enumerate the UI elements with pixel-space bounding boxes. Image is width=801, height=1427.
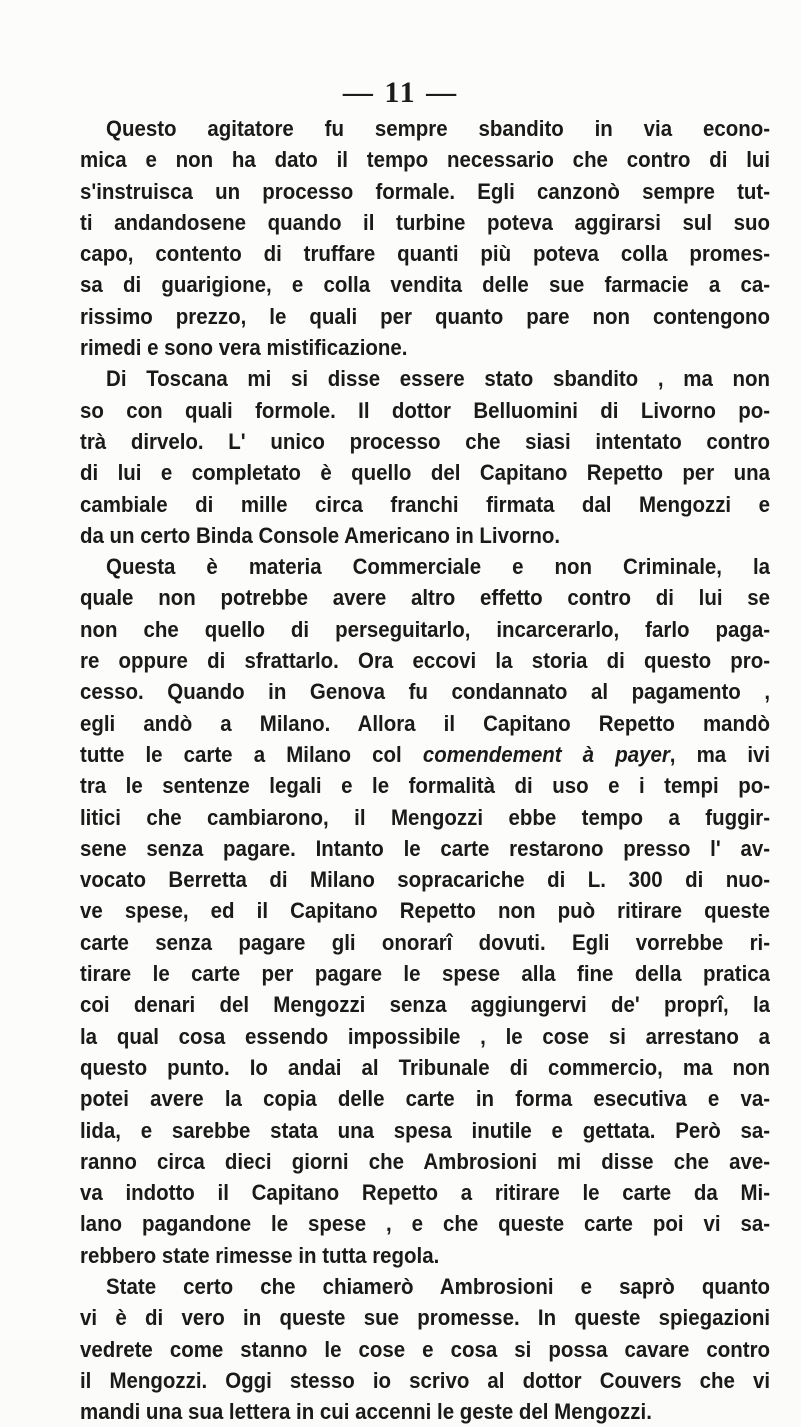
- text-line: ranno circa dieci giorni che Ambrosioni mi disse che ave-: [80, 1148, 771, 1174]
- paragraph: [80, 363, 771, 551]
- text-line: il Mengozzi. Oggi stesso io scrivo al dottor Couvers che vi: [80, 1367, 771, 1393]
- text-line: di lui e completato è quello del Capitano Repetto per una: [80, 460, 771, 486]
- text-line: non che quello di perseguitarlo, incarcerarlo, farlo paga-: [80, 616, 771, 642]
- text-line: la qual cosa essendo impossibile , le cose si arrestano a: [80, 1023, 771, 1049]
- text-line: va indotto il Capitano Repetto a ritirare le carte da Mi-: [80, 1180, 771, 1206]
- text-line: capo, contento di truffare quanti più poteva colla promes-: [80, 241, 771, 267]
- text-line: sene senza pagare. Intanto le carte restarono presso l' av-: [80, 835, 771, 861]
- text-line: ti andandosene quando il turbine poteva aggirarsi sul suo: [80, 209, 771, 235]
- text-line: mandi una sua lettera in cui accenni le geste del Mengozzi.: [80, 1399, 652, 1425]
- text-line: coi denari del Mengozzi senza aggiungervi de' proprî, la: [80, 992, 771, 1018]
- text-line: rebbero state rimesse in tutta regola.: [80, 1242, 440, 1268]
- text-line: lano pagandone le spese , e che queste carte poi vi sa-: [80, 1211, 771, 1237]
- text-line: so con quali formole. Il dottor Belluomini di Livorno po-: [80, 397, 771, 423]
- paragraph: [80, 113, 771, 363]
- text-line: cambiale di mille circa franchi firmata dal Mengozzi e: [80, 491, 771, 517]
- text-line: egli andò a Milano. Allora il Capitano Repetto mandò: [80, 710, 771, 736]
- text-line: vedrete come stanno le cose e cosa si possa cavare contro: [80, 1336, 771, 1362]
- text-line: vi è di vero in queste sue promesse. In queste spiegazioni: [80, 1305, 771, 1331]
- text-line: vocato Berretta di Milano sopracariche di L. 300 di nuo-: [80, 867, 771, 893]
- text-line: ve spese, ed il Capitano Repetto non può ritirare queste: [80, 898, 771, 924]
- italic-phrase: comendement à payer: [422, 741, 670, 767]
- text-line: re oppure di sfrattarlo. Ora eccovi la storia di questo pro-: [80, 648, 771, 674]
- text-line: questo punto. Io andai al Tribunale di commercio, ma non: [80, 1054, 771, 1080]
- text-line: Di Toscana mi si disse essere stato sbandito , ma non: [106, 366, 771, 392]
- text-line: lida, e sarebbe stata una spesa inutile e gettata. Però sa-: [80, 1117, 771, 1143]
- paragraph: [80, 551, 771, 1271]
- text-line: tirare le carte per pagare le spese alla fine della pratica: [80, 961, 771, 987]
- text-line: tra le sentenze legali e le formalità di uso e i tempi po-: [80, 773, 771, 799]
- body-text: [80, 113, 771, 1427]
- paragraph: [80, 1271, 771, 1427]
- text-line: carte senza pagare gli onorarî dovuti. Egli vorrebbe ri-: [80, 929, 771, 955]
- text-line: rimedi e sono vera mistificazione.: [80, 335, 408, 361]
- text-line: da un certo Binda Console Americano in Livorno.: [80, 522, 561, 548]
- page-number: — 11 —: [342, 76, 459, 109]
- text-line: mica e non ha dato il tempo necessario che contro di lui: [80, 147, 771, 173]
- text-line: sa di guarigione, e colla vendita delle sue farmacie a ca-: [80, 272, 771, 298]
- text-line: quale non potrebbe avere altro effetto contro di lui se: [80, 585, 771, 611]
- text-line: litici che cambiarono, il Mengozzi ebbe tempo a fuggir-: [80, 804, 771, 830]
- text-line: cesso. Quando in Genova fu condannato al pagamento ,: [80, 679, 771, 705]
- text-line: tutte le carte a Milano col comendement à payer, ma ivi: [80, 741, 771, 767]
- text-line: rissimo prezzo, le quali per quanto pare non contengono: [80, 303, 771, 329]
- text-line: potei avere la copia delle carte in forma esecutiva e va-: [80, 1086, 771, 1112]
- text-line: Questo agitatore fu sempre sbandito in via econo-: [106, 116, 771, 141]
- text-line: trà dirvelo. L' unico processo che siasi intentato contro: [80, 428, 771, 454]
- text-line: Questa è materia Commerciale e non Criminale, la: [106, 554, 771, 580]
- text-line: State certo che chiamerò Ambrosioni e saprò quanto: [106, 1273, 771, 1299]
- text-line: s'instruisca un processo formale. Egli canzonò sempre tut-: [80, 178, 771, 204]
